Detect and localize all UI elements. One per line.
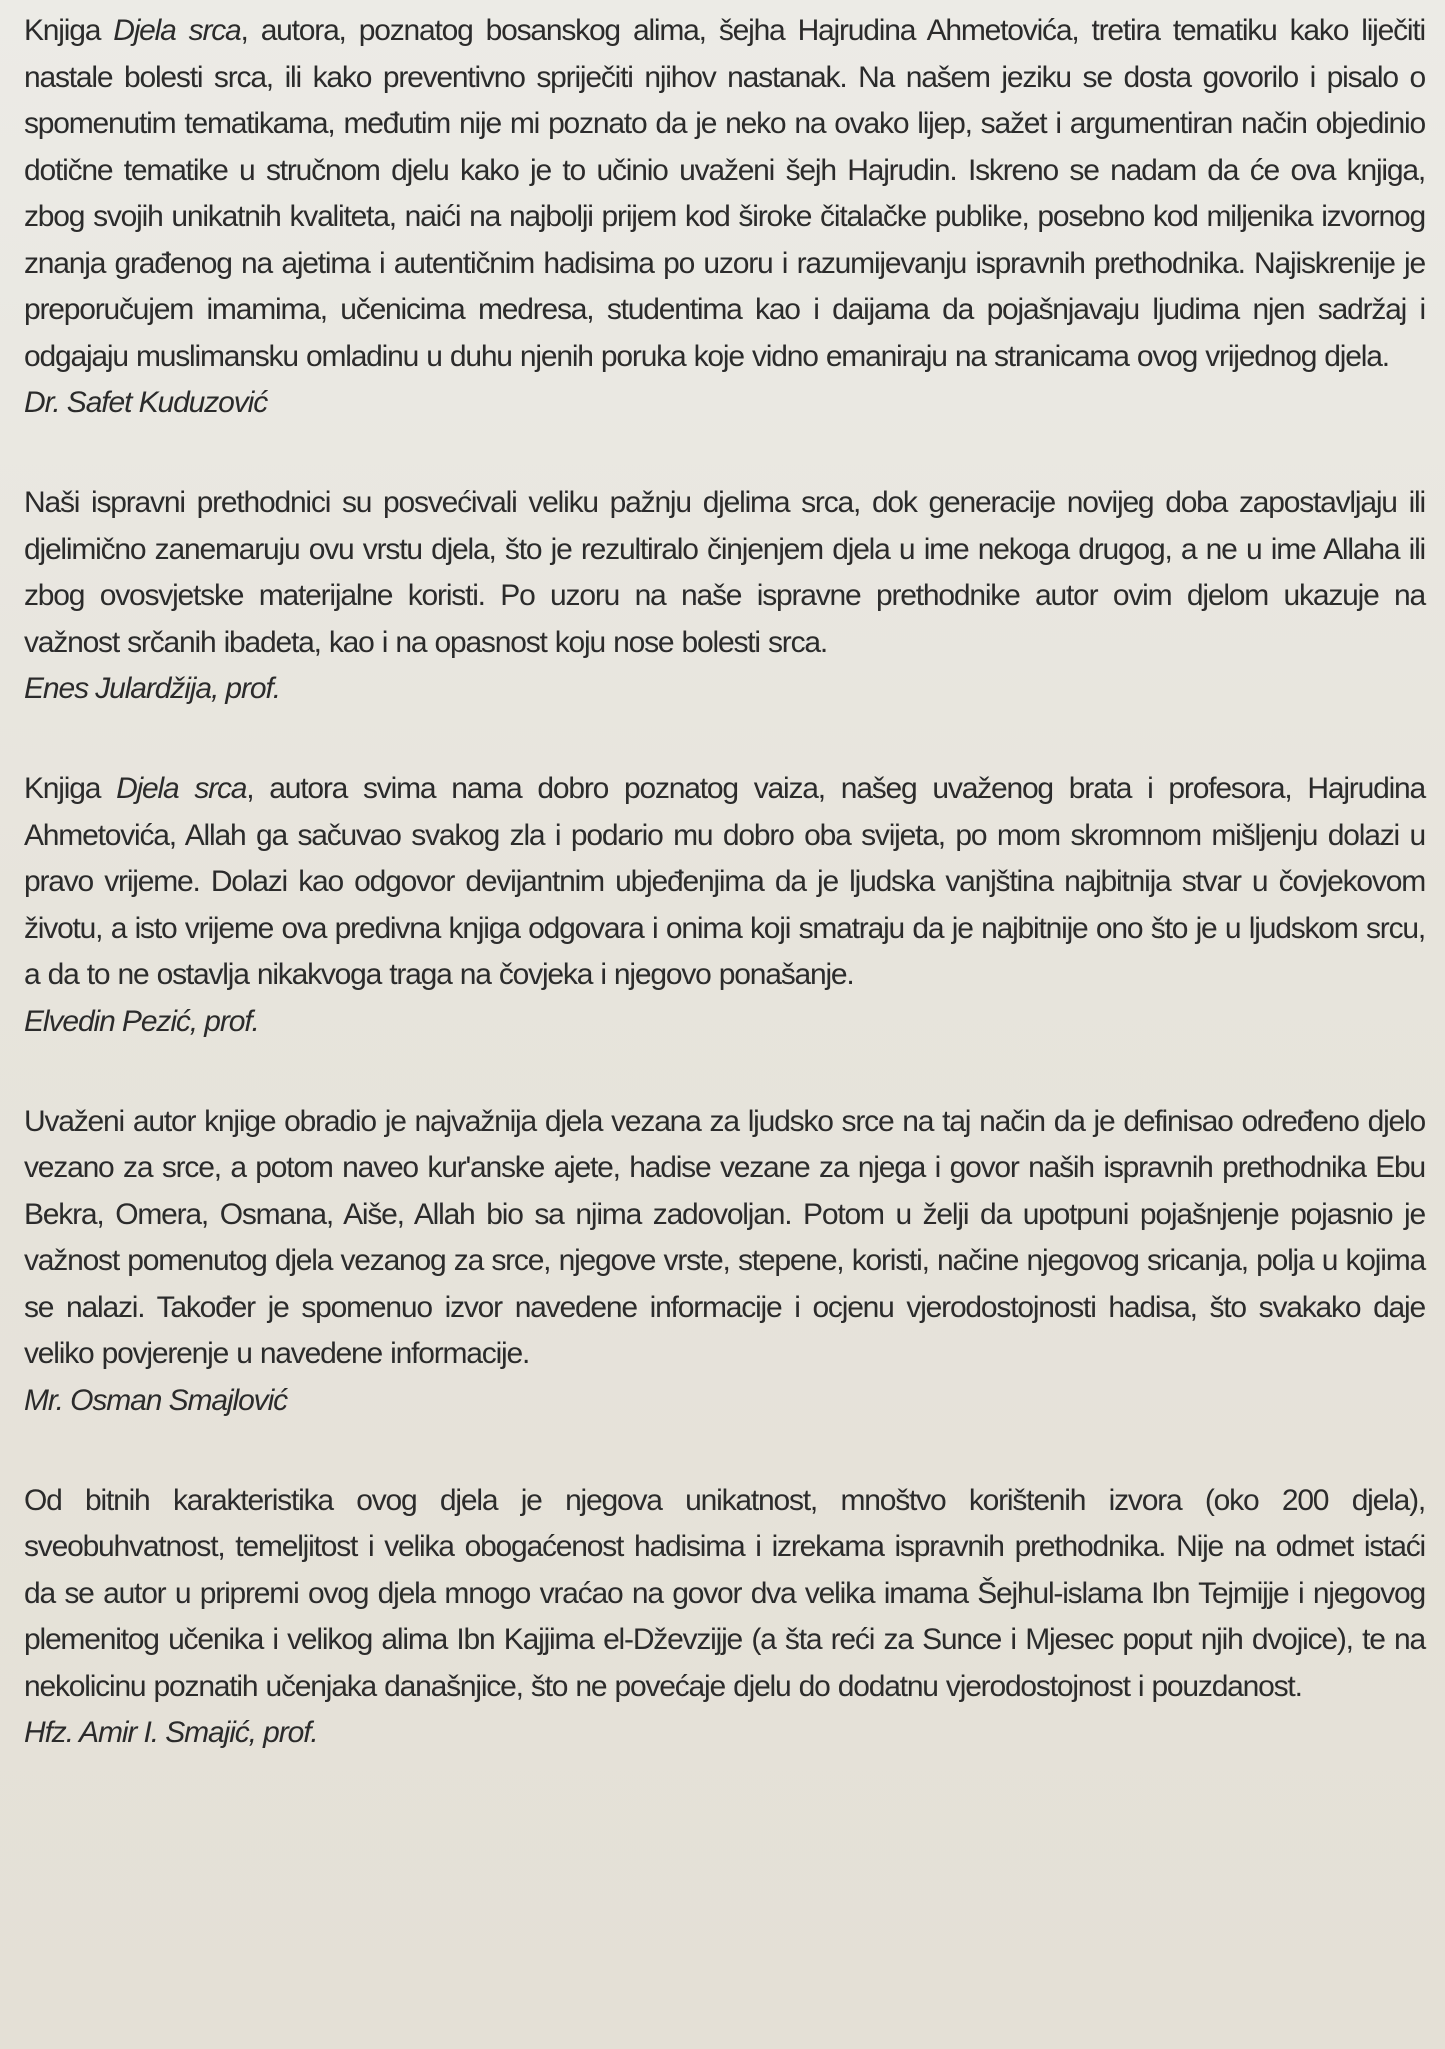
blurb-smajlovic	[24, 1099, 1425, 1424]
blurb-author: Elvedin Pezić, prof.	[24, 1004, 259, 1038]
blurb-smajic	[24, 1478, 1425, 1757]
blurb-text: Od bitnih karakteristika ovog djela je njegova unikatnost, mnoštvo korištenih izvora (oko 200 djela), sveobuhvatnost, temeljitost i velika obogaćenost hadisima i izrekama ispravnih prethodnika. Nije na odmet istaći da se autor u pripremi ovog djela mnogo vraćao na govor dva velika imama Šejhul-islama Ibn Tejmijje i njegovog plemenitog učenika i velikog alima Ibn Kajjima el-Dževzijje (a šta reći za Sunce i Mjesec poput njih dvojice), te na nekolicinu poznatih učenjaka današnjice, što ne povećaje djelu do dodatnu vjerodostojnost i pouzdanost.	[24, 1483, 1425, 1703]
blurb-author: Dr. Safet Kuduzović	[24, 386, 268, 419]
book-title: Djela srca	[116, 772, 247, 805]
blurb-text: Uvaženi autor knjige obradio je najvažnija djela vezana za ljudsko srce na taj način da je definisao određeno djelo vezano za srce, a potom naveo kur'anske ajete, hadise vezane za njega i govor naših ispravnih prethodnika Ebu Bekra, Omera, Osmana, Aiše, Allah bio sa njima zadovoljan. Potom u želji da upotpuni pojašnjenje pojasnio je važnost pomenutog djela vezanog za srce, njegove vrste, stepene, koristi, načine njegovog sricanja, polja u kojima se nalazi. Također je spomenuo izvor navedene informacije i ocjenu vjerodostojnosti hadisa, što svakako daje veliko povjerenje u navedene informacije.	[24, 1104, 1425, 1370]
blurb-author: Mr. Osman Smajlović	[24, 1383, 288, 1417]
blurb-pezic	[24, 766, 1425, 1045]
blurb-author: Hfz. Amir I. Smajić, prof.	[24, 1716, 318, 1749]
blurb-text: Naši ispravni prethodnici su posvećivali veliku pažnju djelima srca, dok generacije novijeg doba zapostavljaju ili djelimično zanemaruju ovu vrstu djela, što je rezultiralo činjenjem djela u ime nekoga drugog, a ne u ime Allaha ili zbog ovosvjetske materijalne koristi. Po uzoru na naše ispravne prethodnike autor ovim djelom ukazuje na važnost srčanih ibadeta, kao i na opasnost koju nose bolesti srca.	[24, 486, 1425, 659]
blurb-text: Knjiga Djela srca, autora svima nama dobro poznatog vaiza, našeg uvaženog brata i profesora, Hajrudina Ahmetovića, Allah ga sačuvao svakog zla i podario mu dobro oba svijeta, po mom skromnom mišljenju dolazi u pravo vrijeme. Dolazi kao odgovor devijantnim ubjeđenjima da je ljudska vanjština najbitnija stvar u čovjekovom životu, a isto vrijeme ova predivna knjiga odgovara i onima koji smatraju da je najbitnije ono što je u ljudskom srcu, a da to ne ostavlja nikakvoga traga na čovjeka i njegovo ponašanje.	[24, 772, 1426, 991]
blurb-author: Enes Julardžija, prof.	[24, 672, 280, 705]
book-title: Djela srca	[113, 14, 241, 47]
blurb-text: Knjiga Djela srca, autora, poznatog bosanskog alima, šejha Hajrudina Ahmetovića, tretira tematiku kako liječiti nastale bolesti srca, ili kako preventivno spriječiti njihov nastanak. Na našem jeziku se dosta govorilo i pisalo o spomenutim tematikama, međutim nije mi poznato da je neko na ovako lijep, sažet i argumentiran način objedinio dotične tematike u stručnom djelu kako je to učinio uvaženi šejh Hajrudin. Iskreno se nadam da će ova knjiga, zbog svojih unikatnih kvaliteta, naići na najbolji prijem kod široke čitalačke publike, posebno kod miljenika izvornog znanja građenog na ajetima i autentičnim hadisima po uzoru i razumijevanju ispravnih prethodnika. Najiskrenije je preporučujem imamima, učenicima medresa, studentima kao i daijama da pojašnjavaju ljudima njen sadržaj i odgajaju muslimansku omladinu u duhu njenih poruka koje vidno emaniraju na stranicama ovog vrijednog djela.	[24, 14, 1425, 373]
blurb-julardzija	[24, 480, 1425, 712]
blurb-kuduzovic	[24, 8, 1425, 426]
